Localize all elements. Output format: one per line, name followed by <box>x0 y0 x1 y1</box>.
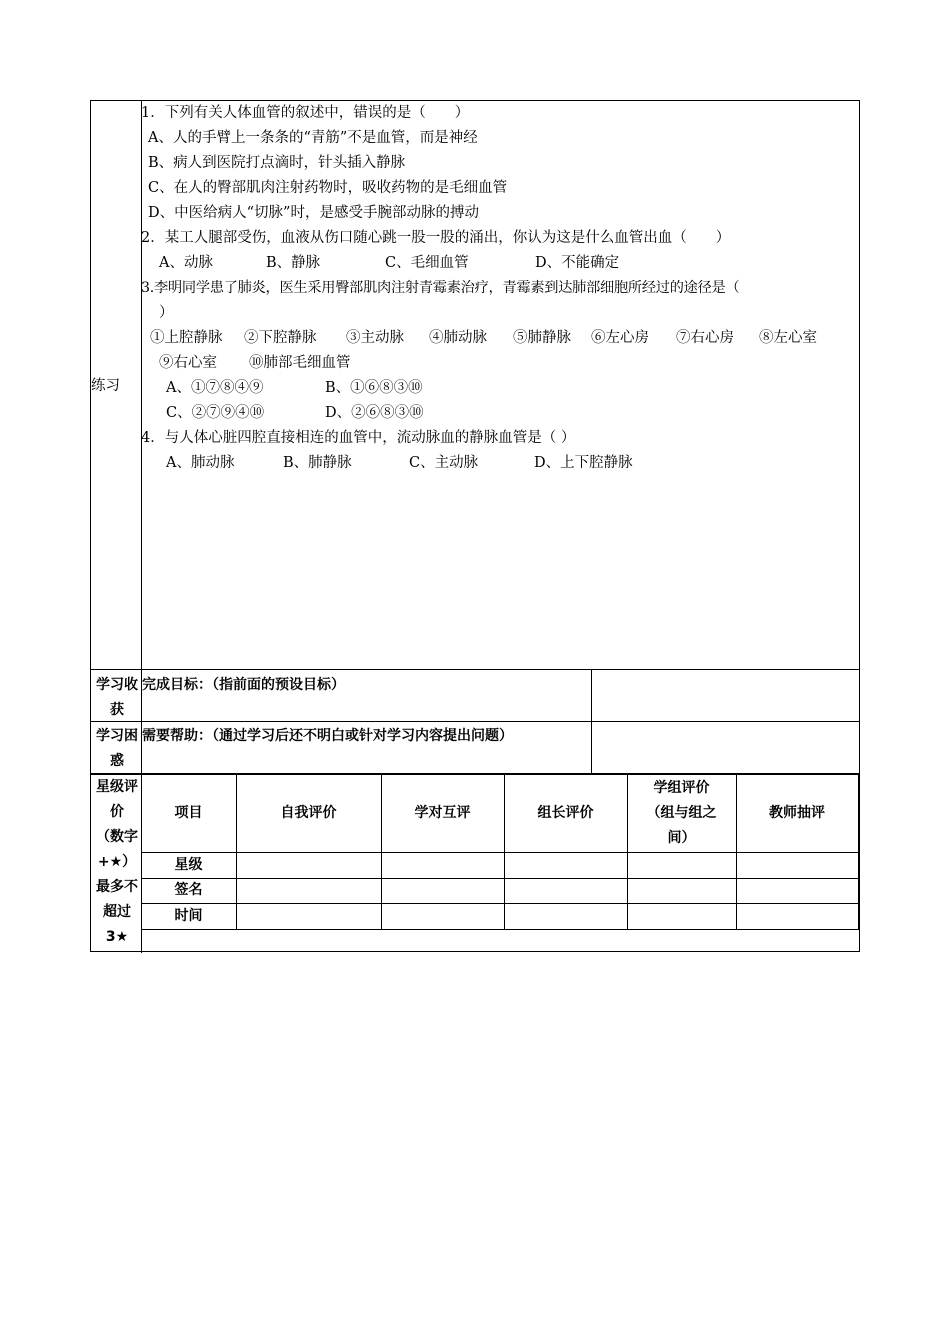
q1-option-b: B、病人到医院打点滴时，针头插入静脉 <box>148 155 406 171</box>
row-label-time: 时间 <box>174 907 203 924</box>
confusion-content: 需要帮助：（通过学习后还不明白或针对学习内容提出问题） <box>142 728 513 744</box>
q4-stem: 4．与人体心脏四腔直接相连的血管中，流动脉血的静脉血管是（ ） <box>141 430 576 446</box>
header-group-line1: 学组评价 <box>653 780 710 796</box>
practice-label: 练习 <box>91 378 120 394</box>
q2-option-c: C、毛细血管 <box>385 255 469 271</box>
header-peer: 学对互评 <box>414 805 471 821</box>
q3-stem-line1: 3.李明同学患了肺炎，医生采用臀部肌肉注射青霉素治疗，青霉素到达肺部细胞所经过的途径是（ <box>141 280 740 296</box>
row-label-signature: 签名 <box>174 882 203 898</box>
header-teacher: 教师抽评 <box>769 805 825 821</box>
q3-option-d: D、②⑥⑧③⑩ <box>325 405 424 421</box>
confusion-label-line1: 学习困 <box>96 728 138 744</box>
header-self: 自我评价 <box>280 805 337 821</box>
q3-item: ②下腔静脉 <box>244 330 317 346</box>
q3-option-c: C、②⑦⑨④⑩ <box>166 405 265 421</box>
q1-option-c: C、在人的臀部肌肉注射药物时，吸收药物的是毛细血管 <box>148 180 508 196</box>
row-label-stars: 星级 <box>174 856 203 873</box>
q1-stem: 1．下列有关人体血管的叙述中，错误的是（ ） <box>141 105 470 121</box>
q3-item: ⑨右心室 <box>159 355 217 371</box>
header-item: 项目 <box>174 805 203 821</box>
q2-option-b: B、静脉 <box>266 255 321 271</box>
divider <box>141 929 859 930</box>
divider <box>141 852 859 853</box>
q3-item: ⑦右心房 <box>676 330 734 346</box>
divider <box>141 903 859 904</box>
harvest-content: 完成目标：（指前面的预设目标） <box>142 677 345 693</box>
header-group-line3: 间） <box>667 830 696 846</box>
q4-option-b: B、肺静脉 <box>283 455 352 471</box>
q3-option-b: B、①⑥⑧③⑩ <box>325 380 423 396</box>
q3-stem-line2: ） <box>159 305 174 321</box>
divider <box>141 878 859 879</box>
q1-option-d: D、中医给病人“切脉”时，是感受手腕部动脉的搏动 <box>148 205 479 221</box>
q3-item: ⑩肺部毛细血管 <box>249 355 351 371</box>
q4-option-a: A、肺动脉 <box>166 455 235 471</box>
q2-option-d: D、不能确定 <box>535 255 620 271</box>
q2-stem: 2．某工人腿部受伤，血液从伤口随心跳一股一股的涌出，你认为这是什么血管出血（ ） <box>141 230 731 246</box>
q3-item: ⑥左心房 <box>591 330 649 346</box>
harvest-label-line1: 学习收 <box>96 677 138 693</box>
q3-item: ③主动脉 <box>346 330 404 346</box>
worksheet-table: 练习 1．下列有关人体血管的叙述中，错误的是（ ） A、人的手臂上一条条的“青筋”不是血管，而是神经 B、病人到医院打点滴时，针头插入静脉 C、在人的臀部肌肉注射药物时，吸收药物的是毛细血管 D、中医给病人“切脉”时，是感受手腕部动脉的搏动 2．某工人腿部受伤，血液从伤口随心跳一股一股的涌出，你认为这是什么血管出血（ ） A、动脉 B、静脉 C、毛细血管 D、不能确定 3.李明同学患了肺炎，医生采用臀部肌肉注射青霉素治疗，青霉素到达肺部细胞所经过的途径是（ ） ①上腔静脉 ②下腔静脉 ③主动脉 ④肺动脉 ⑤肺静脉 ⑥左心房 ⑦右心房 ⑧左心室 ⑨右心室 ⑩肺部毛细血管 A、①⑦⑧④⑨ B、①⑥⑧③⑩ C、②⑦⑨④⑩ D、②⑥⑧③⑩ 4．与人体心脏四腔直接相连的血管中，流动脉血的静脉血管是（ ） A、肺动脉 B、肺静脉 C、主动脉 D、上下腔静脉 学习收 获 完成目标：（指前面的预设目标） 学习困 惑 需要帮助：（通过学习后还不明白或针对学习内容提出问题） 星级评 价 （数字 +★） 最多不 超过 3★ 项目 自我评价 学对互评 组长评价 学组评价 （组与组之 间） 教师抽评 星级 签名 时间 <box>90 100 860 952</box>
confusion-label-line2: 惑 <box>110 753 124 769</box>
q4-option-c: C、主动脉 <box>409 455 479 471</box>
header-leader: 组长评价 <box>537 805 594 821</box>
q1-option-a: A、人的手臂上一条条的“青筋”不是血管，而是神经 <box>148 130 478 146</box>
q3-item: ④肺动脉 <box>429 330 487 346</box>
divider <box>91 669 859 670</box>
q3-item: ①上腔静脉 <box>150 330 223 346</box>
harvest-label-line2: 获 <box>110 702 124 718</box>
divider <box>91 721 859 722</box>
q3-option-a: A、①⑦⑧④⑨ <box>166 380 264 396</box>
q3-item: ⑧左心室 <box>759 330 817 346</box>
divider <box>858 773 860 929</box>
q3-item: ⑤肺静脉 <box>513 330 571 346</box>
header-group-line2: （组与组之 <box>646 805 717 821</box>
q2-option-a: A、动脉 <box>159 255 213 271</box>
q4-option-d: D、上下腔静脉 <box>534 455 633 471</box>
